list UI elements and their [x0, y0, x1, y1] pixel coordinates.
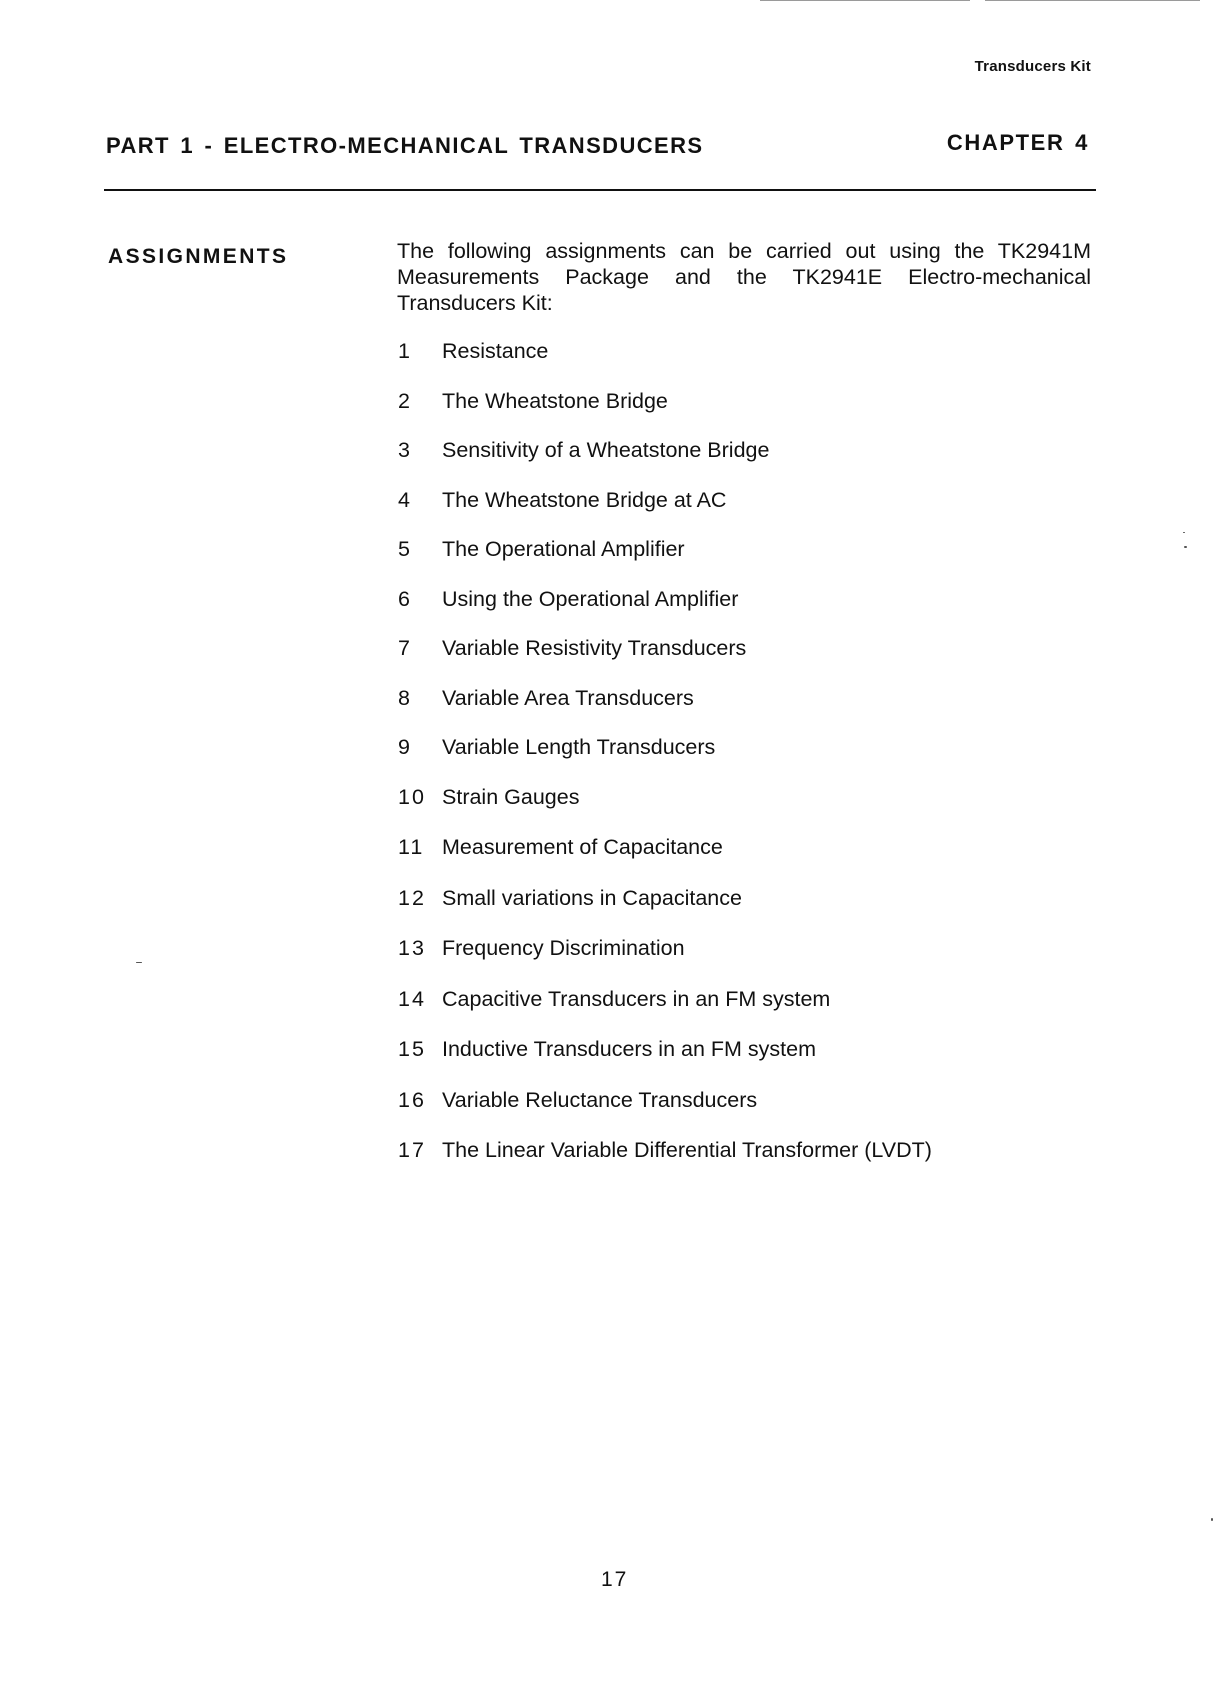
- assignment-item: [398, 685, 932, 735]
- assignment-number: 15: [398, 1037, 426, 1061]
- scan-top-edge-line-2: [985, 0, 1200, 1]
- section-label: ASSIGNMENTS: [108, 245, 289, 268]
- assignment-number: 2: [398, 388, 412, 413]
- assignment-title: The Linear Variable Differential Transformer (LVDT): [442, 1138, 932, 1162]
- assignment-item: [398, 338, 932, 388]
- header-rule: [104, 189, 1096, 191]
- running-header: Transducers Kit: [974, 58, 1091, 75]
- assignment-title: Variable Resistivity Transducers: [442, 636, 747, 660]
- assignment-title: Inductive Transducers in an FM system: [442, 1037, 817, 1061]
- scan-speck: [1183, 532, 1185, 533]
- assignment-number: 6: [398, 586, 412, 611]
- assignment-item: [398, 437, 932, 487]
- assignment-title: Frequency Discrimination: [442, 936, 685, 960]
- assignment-number: 8: [398, 685, 412, 710]
- assignment-list: [398, 338, 932, 1188]
- scan-top-edge-line: [760, 0, 970, 1]
- assignment-number: 7: [398, 636, 412, 660]
- assignment-number: 10: [398, 784, 426, 809]
- assignment-item: [398, 935, 932, 986]
- assignment-title: Small variations in Capacitance: [442, 885, 742, 910]
- assignment-title: The Operational Amplifier: [442, 537, 685, 561]
- assignment-title: Using the Operational Amplifier: [442, 586, 739, 611]
- assignment-title: Measurement of Capacitance: [442, 835, 723, 859]
- page-number: 17: [601, 1568, 629, 1591]
- chapter-title: CHAPTER 4: [946, 130, 1089, 155]
- assignment-item: [398, 586, 932, 636]
- assignment-number: 11: [398, 835, 425, 859]
- assignment-title: Resistance: [442, 339, 549, 363]
- assignment-item: [398, 734, 932, 784]
- assignment-number: 9: [398, 735, 412, 759]
- assignment-item: [398, 1036, 932, 1087]
- assignment-item: [398, 1137, 932, 1188]
- assignment-item: [398, 1087, 932, 1138]
- assignment-title: Capacitive Transducers in an FM system: [442, 986, 831, 1011]
- assignment-number: 1: [398, 339, 412, 363]
- assignment-number: 4: [398, 487, 412, 512]
- assignment-title: Variable Reluctance Transducers: [442, 1087, 758, 1112]
- scan-speck: [1184, 546, 1187, 548]
- assignment-number: 13: [398, 936, 426, 960]
- assignment-title: Strain Gauges: [442, 784, 580, 809]
- part-title: PART 1 - ELECTRO-MECHANICAL TRANSDUCERS: [106, 133, 704, 158]
- assignment-item: [398, 388, 932, 438]
- assignment-item: [398, 784, 932, 835]
- intro-paragraph: The following assignments can be carried out using the TK2941M Measurements Package and the TK2941E Electro-mechanical Transducers Kit:: [397, 239, 1091, 315]
- scan-speck: [1211, 1518, 1213, 1521]
- assignment-item: [398, 487, 932, 537]
- assignment-number: 17: [398, 1138, 426, 1162]
- assignment-item: [398, 635, 932, 685]
- assignment-item: [398, 834, 932, 885]
- assignment-title: Variable Area Transducers: [442, 685, 694, 710]
- assignment-number: 12: [398, 885, 426, 910]
- assignment-number: 14: [398, 986, 426, 1011]
- assignment-number: 16: [398, 1087, 426, 1112]
- scan-speck: [136, 962, 142, 963]
- assignment-number: 5: [398, 537, 412, 561]
- assignment-item: [398, 536, 932, 586]
- assignment-item: [398, 986, 932, 1037]
- assignment-title: Variable Length Transducers: [442, 735, 716, 759]
- assignment-title: Sensitivity of a Wheatstone Bridge: [442, 438, 770, 462]
- assignment-title: The Wheatstone Bridge: [442, 388, 668, 413]
- assignment-number: 3: [398, 438, 412, 462]
- assignment-title: The Wheatstone Bridge at AC: [442, 487, 727, 512]
- assignment-item: [398, 885, 932, 936]
